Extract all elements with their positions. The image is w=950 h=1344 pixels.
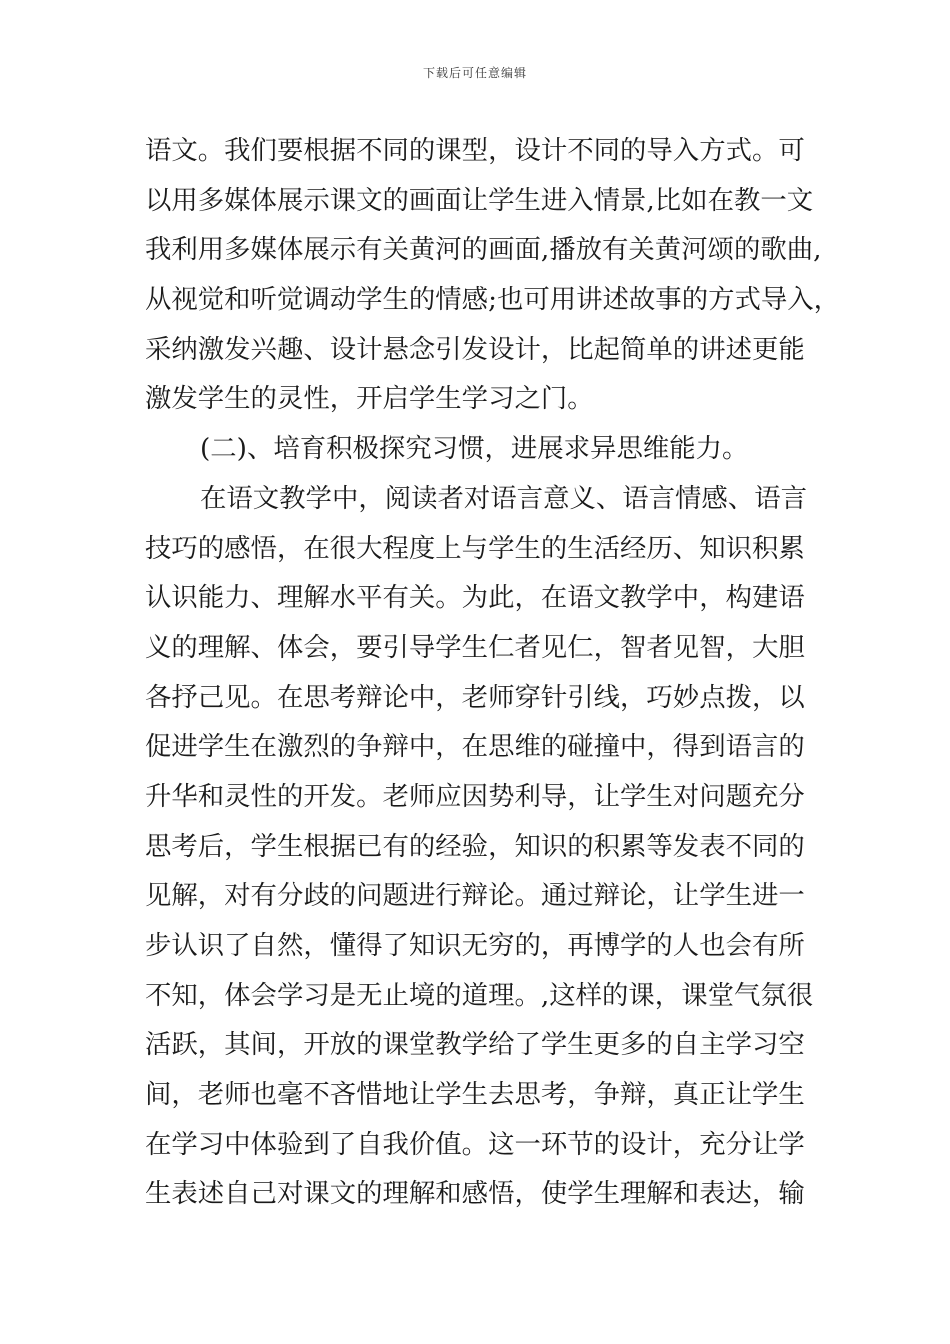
text-line: 各抒己见。在思考辩论中，老师穿针引线，巧妙点拨，以	[145, 681, 805, 713]
text-line: 以用多媒体展示课文的画面让学生进入情景,比如在教一文	[145, 184, 814, 216]
text-line: 从视觉和听觉调动学生的情感;也可用讲述故事的方式导入，	[145, 284, 841, 316]
paragraph-start-line: 在语文教学中，阅读者对语言意义、语言情感、语言	[200, 482, 807, 514]
text-line: 语文。我们要根据不同的课型，设计不同的导入方式。可	[145, 135, 805, 166]
text-line: 在学习中体验到了自我价值。这一环节的设计，充分让学	[145, 1128, 805, 1160]
text-line: 激发学生的灵性，开启学生学习之门。	[145, 383, 594, 415]
text-line: 生表述自己对课文的理解和感悟，使学生理解和表达，输	[145, 1178, 805, 1210]
text-line: 见解，对有分歧的问题进行辩论。通过辩论，让学生进一	[145, 880, 805, 912]
text-line: 认识能力、理解水平有关。为此，在语文教学中，构建语	[145, 582, 805, 614]
text-line: 技巧的感悟，在很大程度上与学生的生活经历、知识积累	[145, 532, 805, 564]
document-body	[145, 126, 841, 1219]
text-line: 我利用多媒体展示有关黄河的画面,播放有关黄河颂的歌曲,	[145, 234, 822, 266]
text-line: 活跃，其间，开放的课堂教学给了学生更多的自主学习空	[145, 1029, 805, 1061]
text-line: 不知，体会学习是无止境的道理。,这样的课，课堂气氛很	[145, 979, 814, 1011]
section-heading: (二)、培育积极探究习惯，进展求异思维能力。	[200, 433, 749, 465]
text-line: 升华和灵性的开发。老师应因势利导，让学生对问题充分	[145, 780, 805, 812]
text-line: 促进学生在激烈的争辩中，在思维的碰撞中，得到语言的	[145, 731, 805, 763]
page-header-watermark: 下载后可任意编辑	[422, 66, 527, 80]
text-line: 采纳激发兴趣、设计悬念引发设计，比起简单的讲述更能	[145, 333, 805, 365]
text-line: 思考后，学生根据已有的经验，知识的积累等发表不同的	[145, 830, 805, 862]
text-line: 步认识了自然，懂得了知识无穷的，再博学的人也会有所	[145, 930, 805, 961]
text-line: 间，老师也毫不吝惜地让学生去思考，争辩，真正让学生	[145, 1079, 805, 1111]
text-line: 义的理解、体会，要引导学生仁者见仁，智者见智，大胆	[145, 631, 805, 663]
